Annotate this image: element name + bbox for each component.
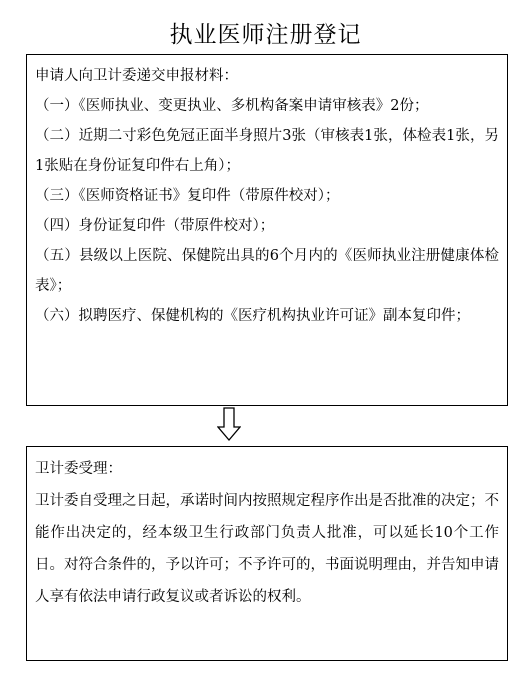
material-item-1: （一）《医师执业、变更执业、多机构备案申请审核表》2份； — [35, 98, 429, 114]
step-acceptance-heading: 卫计委受理： — [35, 461, 122, 477]
step-materials-heading: 申请人向卫计委递交申报材料： — [35, 68, 238, 84]
material-item-4: （四）身份证复印件（带原件校对）； — [35, 218, 275, 234]
page-title: 执业医师注册登记 — [169, 22, 362, 48]
material-item-5: （五）县级以上医院、保健院出具的6个月内的《医师执业注册健康体检表》； — [35, 248, 499, 294]
material-item-3: （三）《医师资格证书》复印件（带原件校对）； — [35, 188, 340, 204]
step-acceptance-box — [26, 446, 508, 661]
step-materials-box — [26, 54, 508, 406]
material-item-6: （六）拟聘医疗、保健机构的《医疗机构执业许可证》副本复印件； — [35, 308, 470, 324]
down-arrow-icon — [217, 407, 241, 441]
material-item-2: （二）近期二寸彩色免冠正面半身照片3张（审核表1张，体检表1张，另1张贴在身份证复印件右上角）； — [35, 128, 499, 174]
step-acceptance-body: 卫计委自受理之日起，承诺时间内按照规定程序作出是否批准的决定；不能作出决定的，经本级卫生行政部门负责人批准，可以延长10个工作日。对符合条件的，予以许可；不予许可的，书面说明理由，并告知申请人享有依法申请行政复议或者诉讼的权利。 — [35, 493, 499, 605]
